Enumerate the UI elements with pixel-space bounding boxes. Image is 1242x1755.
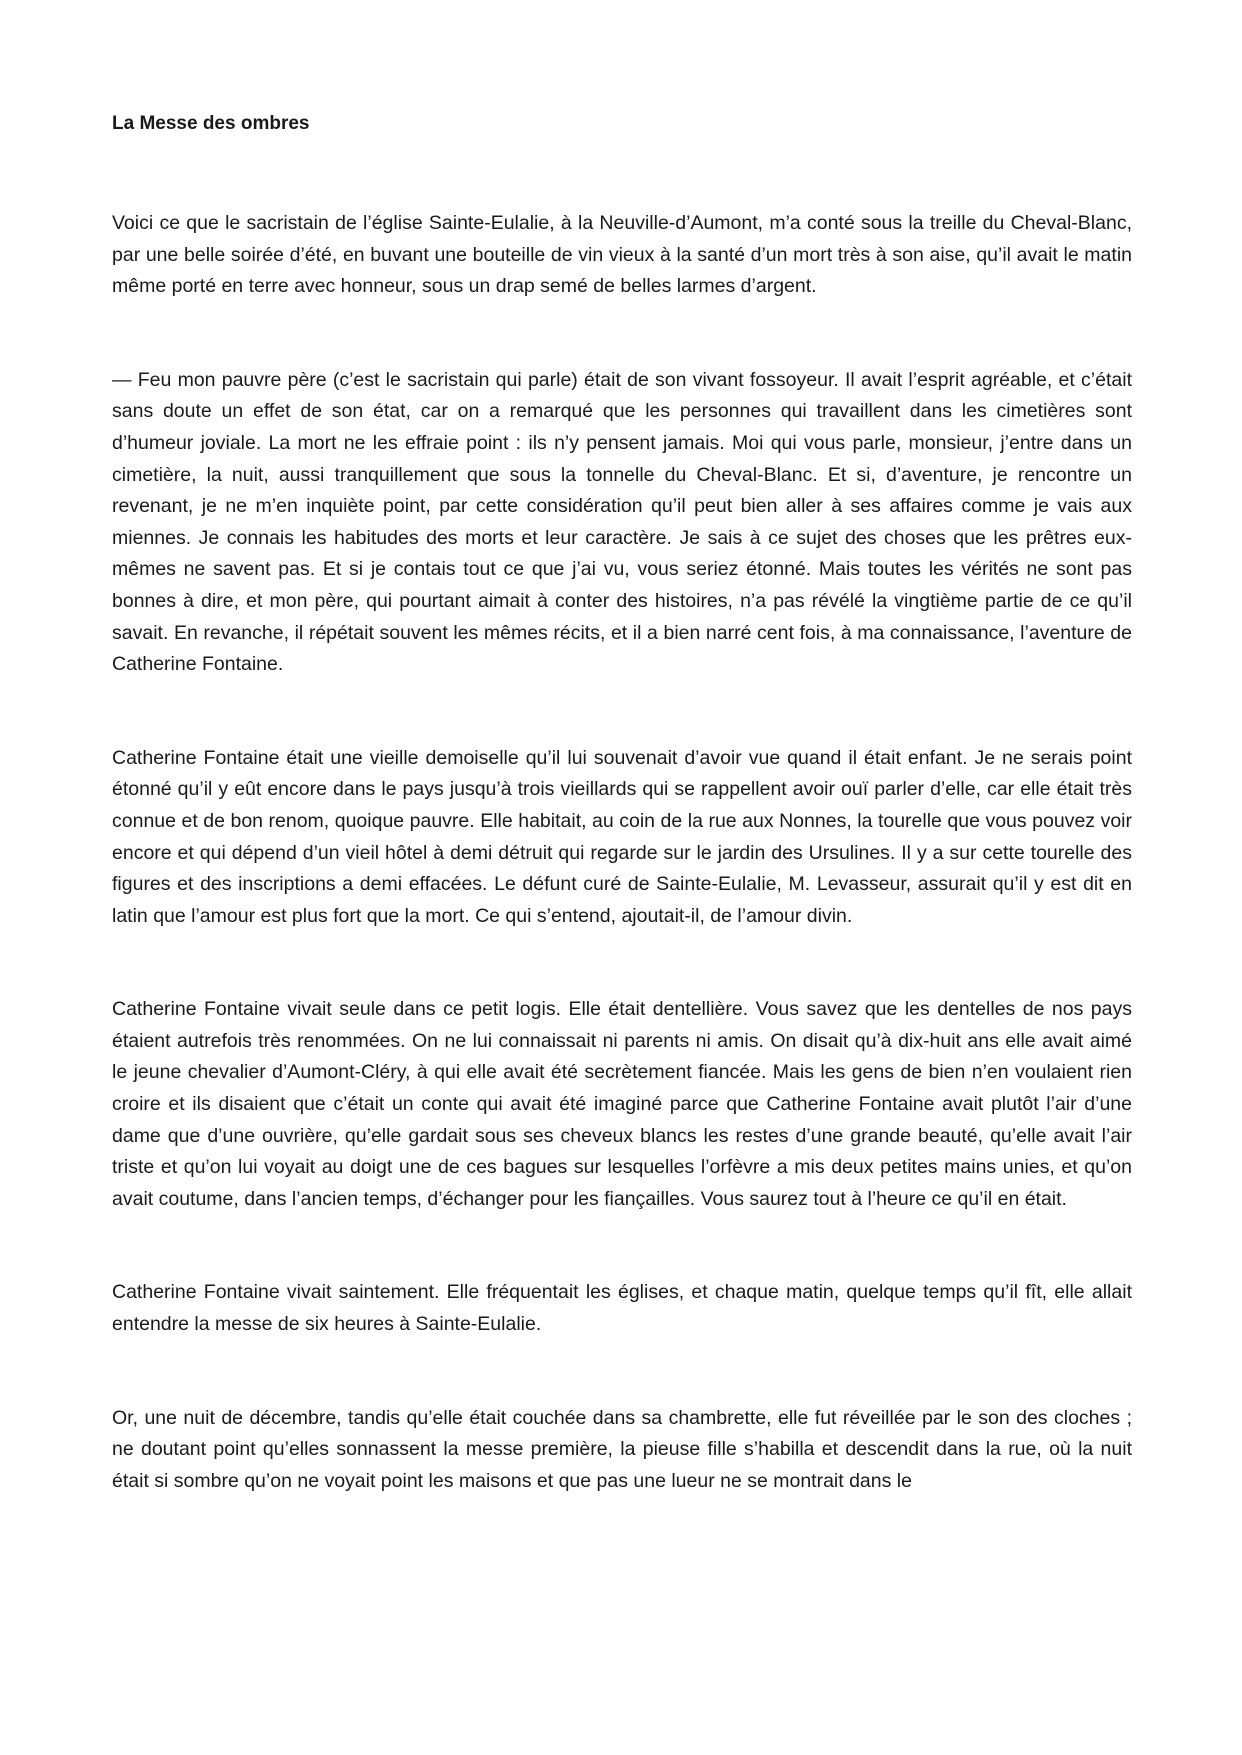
paragraph: — Feu mon pauvre père (c’est le sacristain qui parle) était de son vivant fossoyeur. Il avait l’esprit agréable, et c’était sans doute un effet de son état, car on a remarqué que les personnes qui travaillent dans les cimetières sont d’humeur joviale. La mort ne les effraie point : ils n’y pensent jamais. Moi qui vous parle, monsieur, j’entre dans un cimetière, la nuit, aussi tranquillement que sous la tonnelle du Cheval-Blanc. Et si, d’aventure, je rencontre un revenant, je ne m’en inquiète point, par cette considération qu’il peut bien aller à ses affaires comme je vais aux miennes. Je connais les habitudes des morts et leur caractère. Je sais à ce sujet des choses que les prêtres eux-mêmes ne savent pas. Et si je contais tout ce que j’ai vu, vous seriez étonné. Mais toutes les vérités ne sont pas bonnes à dire, et mon père, qui pourtant aimait à conter des histoires, n’a pas révélé la vingtième partie de ce qu’il savait. En revanche, il répétait souvent les mêmes récits, et il a bien narré cent fois, à ma connaissance, l’aventure de Catherine Fontaine.: [112, 368, 1132, 676]
paragraph: Catherine Fontaine vivait saintement. Elle fréquentait les églises, et chaque matin, quelque temps qu’il fît, elle allait entendre la messe de six heures à Sainte-Eulalie.: [112, 1281, 1132, 1336]
paragraph: Or, une nuit de décembre, tandis qu’elle était couchée dans sa chambrette, elle fut réveillée par le son des cloches ; ne doutant point qu’elles sonnassent la messe première, la pieuse fille s’habilla et descendit dans la rue, où la nuit était si sombre qu’on ne voyait point les maisons et que pas une lueur ne se montrait dans le: [112, 1406, 1132, 1492]
paragraph: Catherine Fontaine vivait seule dans ce petit logis. Elle était dentellière. Vous savez que les dentelles de nos pays étaient autrefois très renommées. On ne lui connaissait ni parents ni amis. On disait qu’à dix-huit ans elle avait aimé le jeune chevalier d’Aumont-Cléry, à qui elle avait été secrètement fiancée. Mais les gens de bien n’en voulaient rien croire et ils disaient que c’était un conte qui avait été imaginé parce que Catherine Fontaine avait plutôt l’air d’une dame que d’une ouvrière, qu’elle gardait sous ses cheveux blancs les restes d’une grande beauté, qu’elle avait l’air triste et qu’on lui voyait au doigt une de ces bagues sur lesquelles l’orfèvre a mis deux petites mains unies, et qu’on avait coutume, dans l’ancien temps, d’échanger pour les fiançailles. Vous saurez tout à l’heure ce qu’il en était.: [112, 998, 1132, 1210]
document-body: [112, 108, 1132, 1497]
paragraph: Voici ce que le sacristain de l’église Sainte-Eulalie, à la Neuville-d’Aumont, m’a conté sous la treille du Cheval-Blanc, par une belle soirée d’été, en buvant une bouteille de vin vieux à la santé d’un mort très à son aise, qu’il avait le matin même porté en terre avec honneur, sous un drap semé de belles larmes d’argent.: [112, 212, 1132, 298]
paragraph: Catherine Fontaine était une vieille demoiselle qu’il lui souvenait d’avoir vue quand il était enfant. Je ne serais point étonné qu’il y eût encore dans le pays jusqu’à trois vieillards qui se rappellent avoir ouï parler d’elle, car elle était très connue et de bon renom, quoique pauvre. Elle habitait, au coin de la rue aux Nonnes, la tourelle que vous pouvez voir encore et qui dépend d’un vieil hôtel à demi détruit qui regarde sur le jardin des Ursulines. Il y a sur cette tourelle des figures et des inscriptions a demi effacées. Le défunt curé de Sainte-Eulalie, M. Levasseur, assurait qu’il y est dit en latin que l’amour est plus fort que la mort. Ce qui s’entend, ajoutait-il, de l’amour divin.: [112, 746, 1132, 927]
document-title: La Messe des ombres: [112, 113, 310, 134]
